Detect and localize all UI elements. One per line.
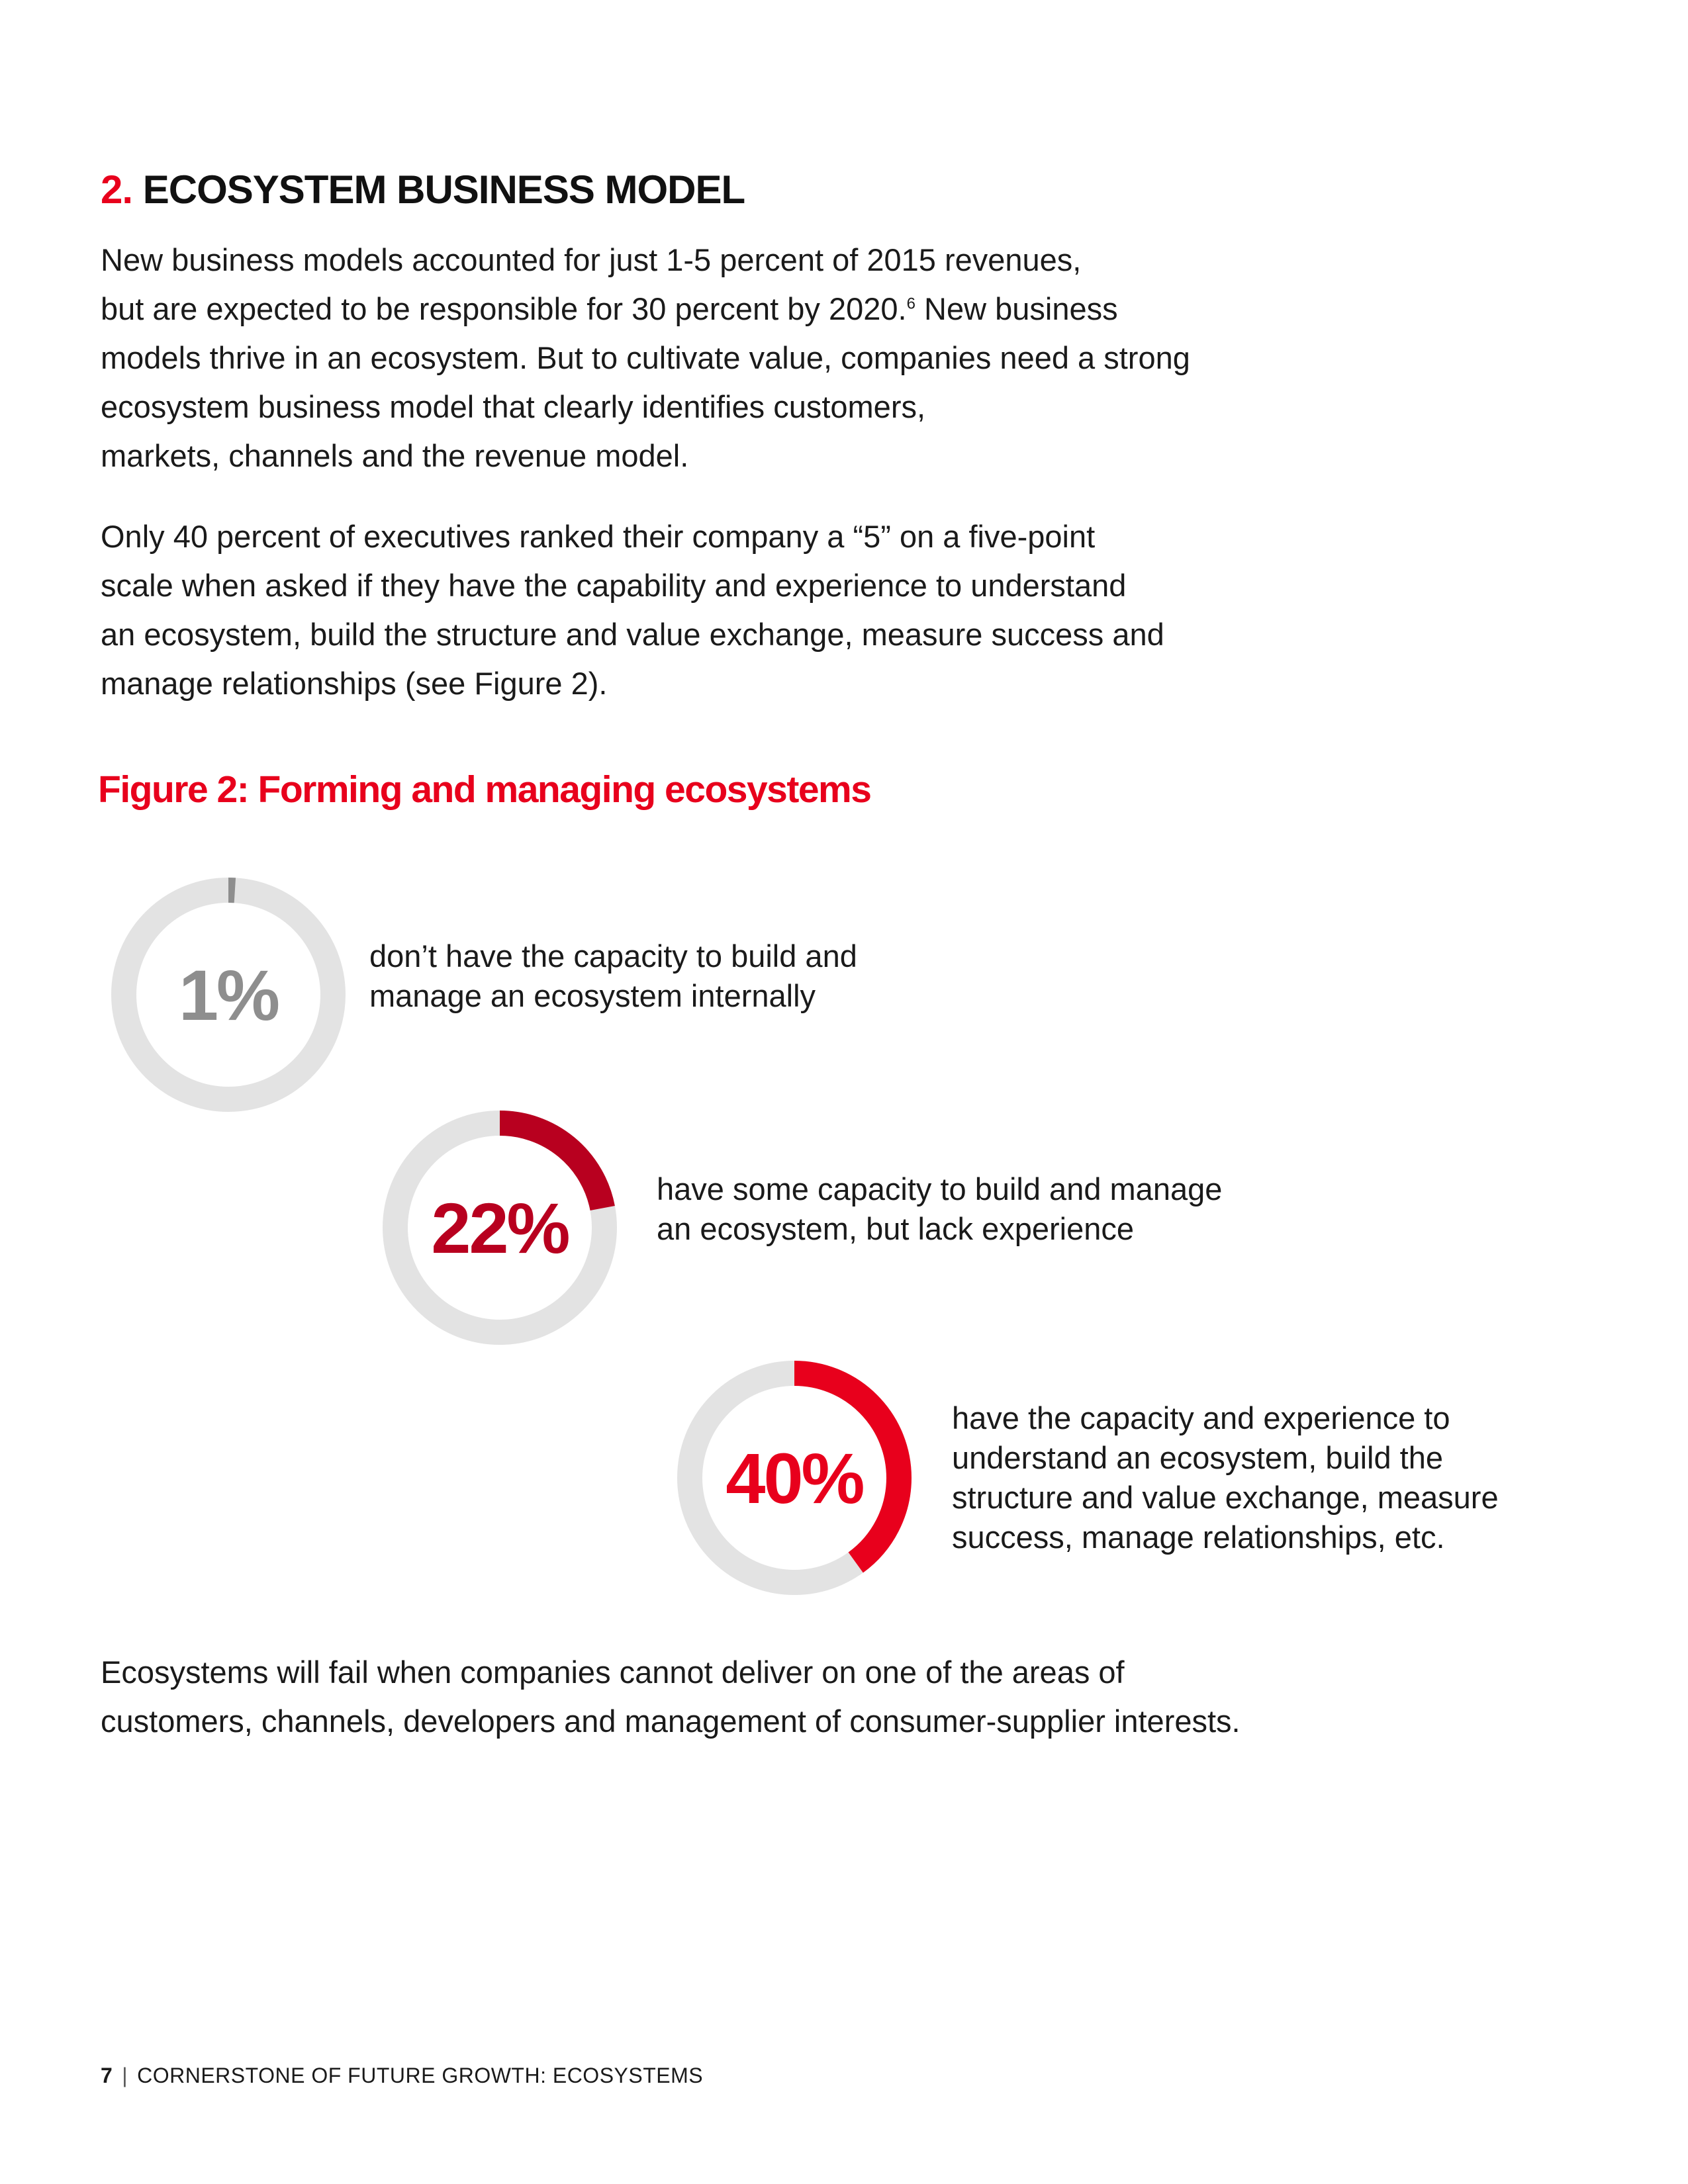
donut-2-description bbox=[657, 1169, 1222, 1249]
executives-line-3: an ecosystem, build the structure and value exchange, measure success and bbox=[101, 617, 1164, 652]
figure-title: Figure 2: Forming and managing ecosystems bbox=[98, 768, 871, 811]
donut-3-label: 40% bbox=[726, 1437, 863, 1518]
footer-separator: | bbox=[122, 2064, 128, 2087]
intro-line-2 bbox=[101, 285, 1358, 334]
footnote-marker: 6 bbox=[906, 295, 915, 313]
donut-3-desc-line-3: structure and value exchange, measure bbox=[952, 1480, 1499, 1515]
donut-chart-1 bbox=[106, 872, 351, 1117]
section-number: 2. bbox=[101, 167, 133, 212]
intro-line-4: ecosystem business model that clearly identifies customers, bbox=[101, 389, 926, 424]
section-heading bbox=[101, 167, 745, 212]
footer-title: CORNERSTONE OF FUTURE GROWTH: ECOSYSTEMS bbox=[137, 2064, 704, 2087]
intro-paragraph bbox=[101, 236, 1358, 480]
executives-line-2: scale when asked if they have the capability and experience to understand bbox=[101, 568, 1127, 603]
page-number: 7 bbox=[101, 2064, 113, 2087]
intro-line-2-tail: New business bbox=[915, 291, 1118, 326]
executives-line-1: Only 40 percent of executives ranked their company a “5” on a five-point bbox=[101, 519, 1096, 554]
executives-line-4: manage relationships (see Figure 2). bbox=[101, 666, 608, 701]
donut-1-desc-line-2: manage an ecosystem internally bbox=[369, 978, 816, 1013]
donut-2-desc-line-1: have some capacity to build and manage bbox=[657, 1171, 1223, 1206]
intro-line-2-text: but are expected to be responsible for 30 percent by 2020. bbox=[101, 291, 907, 326]
page-footer bbox=[101, 2064, 703, 2088]
donut-1-description bbox=[369, 936, 857, 1016]
closing-paragraph bbox=[101, 1648, 1358, 1746]
intro-line-1: New business models accounted for just 1-5 percent of 2015 revenues, bbox=[101, 242, 1082, 277]
intro-line-5: markets, channels and the revenue model. bbox=[101, 438, 689, 473]
closing-line-2: customers, channels, developers and management of consumer-supplier interests. bbox=[101, 1704, 1241, 1739]
donut-2-label: 22% bbox=[431, 1187, 569, 1268]
donut-3-desc-line-2: understand an ecosystem, build the bbox=[952, 1440, 1444, 1475]
donut-chart-3 bbox=[672, 1355, 917, 1600]
donut-chart-2 bbox=[377, 1105, 622, 1350]
donut-1-label: 1% bbox=[178, 954, 279, 1035]
closing-line-1: Ecosystems will fail when companies cannot deliver on one of the areas of bbox=[101, 1655, 1125, 1690]
section-title: ECOSYSTEM BUSINESS MODEL bbox=[142, 167, 745, 212]
executives-paragraph bbox=[101, 512, 1358, 708]
intro-line-3: models thrive in an ecosystem. But to cultivate value, companies need a strong bbox=[101, 340, 1190, 375]
donut-2-desc-line-2: an ecosystem, but lack experience bbox=[657, 1211, 1135, 1246]
donut-3-desc-line-4: success, manage relationships, etc. bbox=[952, 1520, 1445, 1555]
donut-1-desc-line-1: don’t have the capacity to build and bbox=[369, 938, 857, 974]
donut-3-description bbox=[952, 1398, 1499, 1557]
donut-3-desc-line-1: have the capacity and experience to bbox=[952, 1400, 1450, 1435]
